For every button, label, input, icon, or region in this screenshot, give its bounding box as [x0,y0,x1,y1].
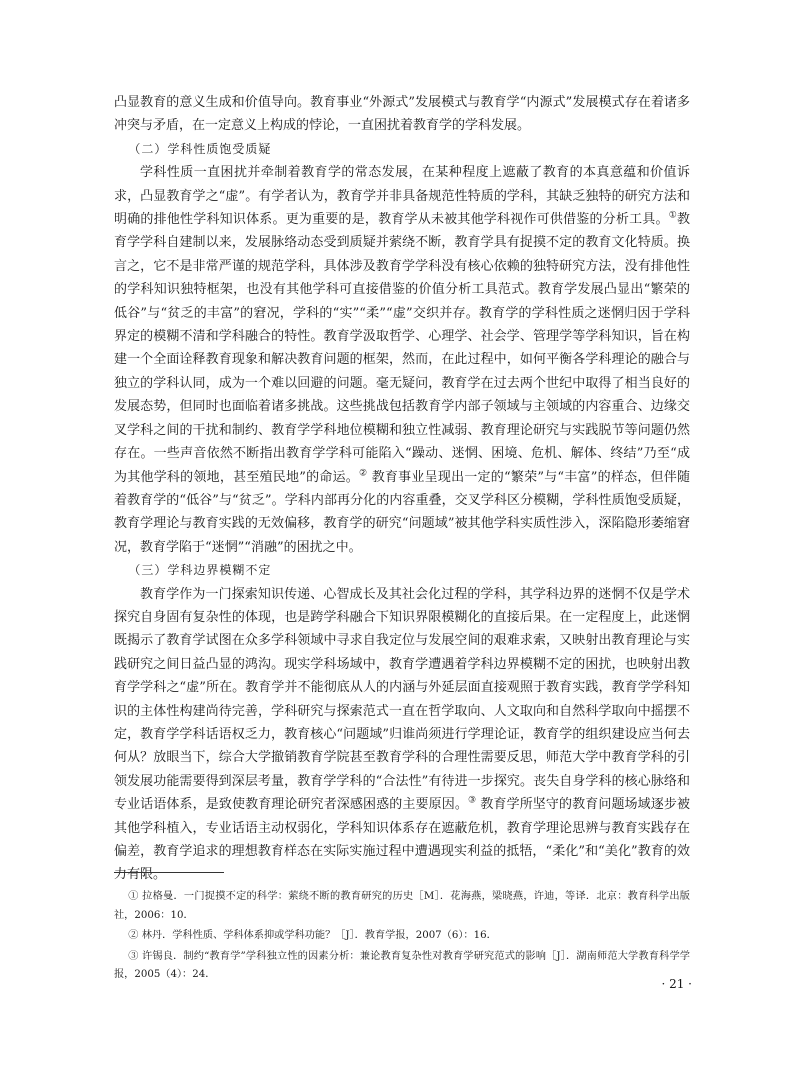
paragraph-discipline-boundary [114,583,690,887]
body-text [114,91,690,887]
paragraph-continued: 凸显教育的意义生成和价值导向。教育事业“外源式”发展模式与教育学“内源式”发展模式存在着诸多冲突与矛盾，在一定意义上构成的悖论，一直困扰着教育学的学科发展。 [114,95,690,134]
page-number: · 21 · [661,977,692,991]
section-heading-3: （三）学科边界模糊不定 [128,563,272,578]
paragraph-text: 教育学所坚守的教育问题场域逐步被其他学科植入，专业话语主动权弱化，学科知识体系存在遮蔽危机，教育学理论思辨与教育实践存在偏差，教育学追求的理想教育样态在实际实施过程中遭遇现实利益的抵牾，“柔化”和“美化”教育的效力有限。 [114,797,690,883]
paragraph-text: 教育学作为一门探索知识传递、心智成长及其社会化过程的学科，其学科边界的迷惘不仅是学术探究自身固有复杂性的体现，也是跨学科融合下知识界限模糊化的直接后果。在一定程度上，此迷惘既揭示了教育学试图在众多学科领域中寻求自我定位与发展空间的艰难求索，又映射出教育理论与实践研究之间日益凸显的鸿沟。现实学科场域中，教育学遭遇着学科边界模糊不定的困扰，也映射出教育学学科之“虚”所在。教育学并不能彻底从人的内涵与外延层面直接观照于教育实践，教育学学科知识的主体性构建尚待完善，学科研究与探索范式一直在哲学取向、人文取向和自然科学取向中摇摆不定，教育学学科话语权乏力，教育核心“问题域”归谁尚须进行学理论证，教育学的组织建设应当何去何从？放眼当下，综合大学撤销教育学院甚至教育学科的合理性需要反思，师范大学中教育学科的引领发展功能需要得到深层考量，教育学学科的“合法性”有待进一步探究。丧失自身学科的核心脉络和专业话语体系，是致使教育理论研究者深感困惑的主要原因。 [114,586,690,813]
footnote-ref-2[interactable]: ② [359,468,368,479]
footnote-divider [114,872,224,873]
footnote-ref-1[interactable]: ① [668,210,677,221]
footnote-3: ③ 许锡良．制约“教育学”学科独立性的因素分析：兼论教育复杂性对教育学研究范式的影响［J］．湖南师范大学教育科学学报，2005（4）：24． [114,950,690,980]
section-heading-2: （二）学科性质饱受质疑 [128,141,272,156]
footnote-ref-3[interactable]: ③ [467,795,477,806]
paragraph-text: 学科性质一直困扰并牵制着教育学的常态发展，在某种程度上遮蔽了教育的本真意蕴和价值诉求，凸显教育学之“虚”。有学者认为，教育学并非具备规范性特质的学科，其缺乏独特的研究方法和明确的排他性学科知识体系。更为重要的是，教育学从未被其他学科视作可供借鉴的分析工具。 [114,165,690,228]
footnotes [114,888,690,987]
paragraph-discipline-nature [114,161,690,559]
footnote-1: ① 拉格曼．一门捉摸不定的科学：萦绕不断的教育研究的历史［M］．花海燕，梁晓燕，许迪，等译．北京：教育科学出版社，2006：10． [114,891,690,921]
paragraph-text: 教育事业呈现出一定的“繁荣”与“丰富”的样态，但伴随着教育学的“低谷”与“贫乏”。学科内部再分化的内容重叠，交叉学科区分模糊，学科性质饱受质疑，教育学理论与教育实践的无效偏移，教育学的研究“问题域”被其他学科实质性涉入，深陷隐形萎缩窘况，教育学陷于“迷惘”“消融”的困扰之中。 [114,469,691,555]
footnote-2: ② 林丹．学科性质、学科体系抑或学科功能？［J］．教育学报，2007（6）：16． [128,930,497,941]
paragraph-text: 教育学学科自建制以来，发展脉络动态受到质疑并萦绕不断，教育学具有捉摸不定的教育文化特质。换言之，它不是非常严谨的规范学科，具体涉及教育学学科没有核心依赖的独特研究方法，没有排他性的学科知识独特框架，也没有其他学科可直接借鉴的价值分析工具范式。教育学发展凸显出“繁荣的低谷”与“贫乏的丰富”的窘况，学科的“实”“柔”“虚”交织并存。教育学的学科性质之迷惘归因于学科界定的模糊不清和学科融合的特性。教育学汲取哲学、心理学、社会学、管理学等学科知识，旨在构建一个全面诠释教育现象和解决教育问题的框架，然而，在此过程中，如何平衡各学科理论的融合与独立的学科认同，成为一个难以回避的问题。毫无疑问，教育学在过去两个世纪中取得了相当良好的发展态势，但同时也面临着诸多挑战。这些挑战包括教育学内部子领域与主领域的内容重合、边缘交叉学科之间的干扰和制约、教育学学科地位模糊和独立性减弱、教育理论研究与实践脱节等问题仍然存在。一些声音依然不断指出教育学学科可能陷入“躁动、迷惘、困境、危机、解体、终结”乃至“成为其他学科的领地，甚至殖民地”的命运。 [114,212,690,485]
